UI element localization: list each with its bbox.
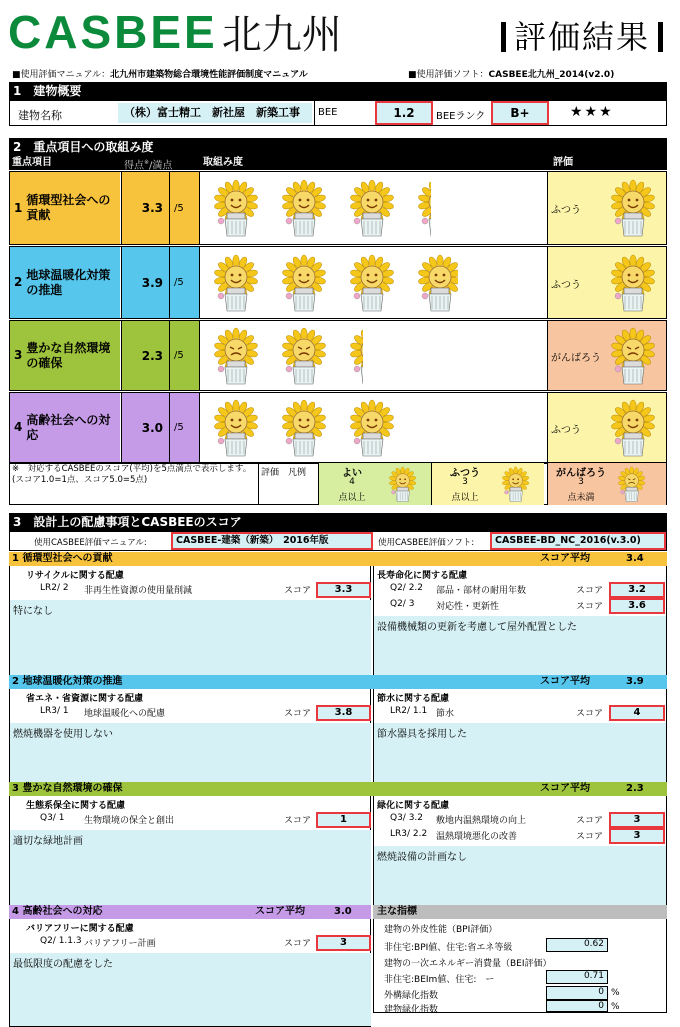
row-max: /5: [169, 247, 200, 318]
section3-title: 3 設計上の配慮事項とCASBEEのスコア: [9, 513, 667, 531]
item-name: 敷地内温熱環境の向上: [436, 816, 527, 826]
s3-software-value: CASBEE-BD_NC_2016(v.3.0): [490, 532, 666, 550]
category-avg-label: スコア平均: [540, 553, 590, 564]
category-avg-value: 3.0: [334, 906, 352, 917]
row-label: 2 地球温暖化対策の推進: [10, 247, 120, 318]
footnote-text: 対応するCASBEEのスコア(平均)を5点満点で表示します。(スコア1.0=1点、スコア5.0=5点): [12, 464, 252, 485]
left-note: 最低限度の配慮をした: [10, 953, 371, 1026]
sunflower-eval-icon: [611, 252, 655, 314]
casbee-logo: [8, 6, 342, 61]
software-label: ■使用評価ソフト：: [408, 70, 489, 80]
col-score: 得点※/満点: [124, 159, 173, 172]
bpi-head: 建物の外皮性能（BPI評価）: [384, 925, 498, 935]
bee-rank-label: BEEランク: [436, 111, 486, 122]
item-score: 3.6: [609, 598, 665, 614]
score-label: スコア: [576, 832, 604, 842]
item-code: Q3/ 1: [40, 813, 65, 823]
legend-name: がんばろう: [556, 468, 606, 479]
sunflower-effort-icon: [214, 325, 258, 387]
category-title: 2 地球温暖化対策の推進: [12, 676, 123, 687]
sunflower-effort-icon: [418, 252, 458, 314]
category-avg-value: 3.4: [626, 553, 644, 564]
footnote: [12, 464, 257, 486]
right-head: 長寿命化に関する配慮: [377, 571, 468, 581]
item-score: 1: [316, 812, 371, 828]
legend-value: 3: [578, 477, 584, 487]
exterior-greening-value: 0: [546, 986, 608, 1000]
row-max: /5: [169, 393, 200, 462]
sunflower-effort-icon: [282, 177, 326, 239]
building-name-value: （株）富士精工 新社屋 新築工事: [118, 103, 312, 123]
right-head: 節水に関する配慮: [377, 694, 450, 704]
row-eval-text: ふつう: [551, 205, 581, 216]
legend-name: よい: [342, 468, 362, 479]
sunflower-eval-icon: [611, 177, 655, 239]
legend-cond: 点未満: [567, 493, 595, 503]
row-score: 2.3: [121, 321, 169, 390]
category-avg-value: 2.3: [626, 783, 644, 794]
sunflower-effort-icon: [350, 325, 363, 387]
score-label: スコア: [284, 816, 312, 826]
bee-label: BEE: [318, 107, 338, 118]
sunflower-effort-icon: [214, 397, 258, 459]
row-eval-text: ふつう: [551, 279, 581, 291]
item-code: LR3/ 1: [40, 706, 69, 716]
manual-label: ■使用評価マニュアル：: [12, 70, 111, 80]
building-name-label: 建物名称: [18, 109, 62, 122]
legend-value: 3: [462, 477, 468, 487]
bpi-label: 非住宅:BPI値、住宅:省エネ等級: [384, 943, 513, 953]
left-head: 生態系保全に関する配慮: [26, 801, 126, 811]
score-label: スコア: [576, 709, 604, 719]
legend-sunflower-icon: [502, 465, 530, 504]
score-label: スコア: [576, 816, 604, 826]
exterior-greening-unit: %: [611, 988, 620, 998]
item-score: 3.3: [316, 582, 371, 598]
score-label: スコア: [284, 586, 312, 596]
right-note: 節水器具を採用した: [374, 723, 666, 786]
item-name: 対応性・更新性: [436, 602, 500, 612]
item-score: 4: [609, 705, 665, 721]
item-code: Q2/ 3: [390, 599, 415, 609]
logo-text: CASBEE: [8, 6, 218, 58]
legend-cond: 点以上: [338, 493, 366, 503]
item-score: 3.8: [316, 705, 371, 721]
left-note: 適切な緑地計画: [10, 830, 371, 909]
item-name: 地球温暖化への配慮: [84, 709, 166, 719]
bei-label: 非住宅:BEIm値、住宅: ー: [384, 975, 495, 985]
item-score: 3.2: [609, 582, 665, 598]
right-note: 燃焼設備の計画なし: [374, 846, 666, 909]
legend-item: [547, 463, 666, 505]
category-title: 1 循環型社会への貢献: [12, 553, 113, 564]
left-note: 特になし: [10, 600, 371, 687]
result-title: [493, 12, 671, 58]
legend-item: [318, 463, 431, 505]
score-label: スコア: [284, 939, 312, 949]
col-effort: 取組み度: [203, 157, 243, 168]
indicators-title: 主な指標: [377, 906, 417, 917]
exterior-greening-label: 外構緑化指数: [384, 991, 439, 1001]
row-eval-text: ふつう: [551, 424, 581, 436]
section2-title: 2 重点項目への取組み度: [9, 138, 667, 156]
category-avg-value: 3.9: [626, 676, 644, 687]
item-name: 温熱環境悪化の改善: [436, 832, 518, 842]
sunflower-effort-icon: [214, 177, 258, 239]
building-greening-unit: %: [611, 1002, 620, 1012]
left-head: リサイクルに関する配慮: [26, 571, 124, 581]
item-code: LR2/ 2: [40, 583, 69, 593]
manual-info: [12, 67, 308, 80]
s3-manual-value: CASBEE-建築（新築） 2016年版: [171, 532, 373, 550]
col-item: 重点項目: [12, 157, 52, 168]
s3-manual-label: 使用CASBEE評価マニュアル:: [34, 538, 147, 548]
item-score: 3: [316, 935, 371, 951]
row-max: /5: [169, 172, 200, 244]
item-score: 3: [609, 812, 665, 828]
category-avg-label: スコア平均: [540, 676, 590, 687]
item-code: LR3/ 2.2: [390, 829, 428, 839]
footnote-mark: ※: [12, 464, 20, 474]
software-value: CASBEE北九州_2014(v2.0): [488, 70, 615, 80]
sunflower-effort-icon: [282, 252, 326, 314]
sunflower-effort-icon: [350, 397, 394, 459]
item-code: Q3/ 3.2: [390, 813, 424, 823]
legend-item: [431, 463, 544, 505]
row-label: 4 高齢社会への対応: [10, 393, 120, 462]
category-avg-label: スコア平均: [540, 783, 590, 794]
bpi-value: 0.62: [546, 938, 608, 952]
right-note: 設備機械類の更新を考慮して屋外配置とした: [374, 616, 666, 687]
sunflower-effort-icon: [350, 177, 394, 239]
sunflower-effort-icon: [214, 252, 258, 314]
score-label: スコア: [576, 586, 604, 596]
building-overview: [9, 100, 667, 126]
left-head: バリアフリーに関する配慮: [26, 924, 134, 934]
row-max: /5: [169, 321, 200, 390]
legend-value: 4: [349, 477, 355, 487]
logo-kanji: 北九州: [221, 12, 342, 58]
category-title: 3 豊かな自然環境の確保: [12, 783, 123, 794]
category-title: 4 高齢社会への対応: [12, 906, 103, 917]
legend-cond: 点以上: [451, 493, 479, 503]
result-title-text: 評価結果: [514, 18, 651, 56]
row-score: 3.0: [121, 393, 169, 462]
bei-head: 建物の一次エネルギー消費量（BEI評価）: [384, 959, 552, 969]
item-name: 部品・部材の耐用年数: [436, 586, 527, 596]
rank-stars: ★★★: [570, 104, 614, 120]
score-label: スコア: [576, 602, 604, 612]
software-info: [408, 67, 614, 80]
manual-value: 北九州市建築物総合環境性能評価制度マニュアル: [110, 70, 308, 80]
item-code: LR2/ 1.1: [390, 706, 428, 716]
legend-sunflower-icon: [389, 465, 417, 504]
row-score: 3.9: [121, 247, 169, 318]
sunflower-effort-icon: [418, 177, 431, 239]
item-name: 非再生性資源の使用量削減: [84, 586, 193, 596]
category-avg-label: スコア平均: [255, 906, 305, 917]
s3-software-label: 使用CASBEE評価ソフト:: [378, 538, 475, 548]
sunflower-eval-icon: [611, 397, 655, 459]
sunflower-effort-icon: [350, 252, 394, 314]
bei-value: 0.71: [546, 970, 608, 984]
row-eval-text: がんばろう: [551, 352, 601, 364]
row-label: 1 循環型社会への貢献: [10, 172, 120, 244]
building-greening-value: 0: [546, 1000, 608, 1012]
item-name: バリアフリー計画: [84, 939, 156, 949]
item-code: Q2/ 1.1.3: [40, 936, 82, 946]
sunflower-eval-icon: [611, 325, 655, 387]
row-score: 3.3: [121, 172, 169, 244]
bee-value: 1.2: [375, 101, 433, 125]
left-note: 燃焼機器を使用しない: [10, 723, 371, 786]
bee-rank-value: B+: [491, 101, 549, 125]
sunflower-effort-icon: [282, 397, 326, 459]
row-label: 3 豊かな自然環境の確保: [10, 321, 120, 390]
section1-title: 1 建物概要: [9, 82, 667, 100]
building-greening-label: 建物緑化指数: [384, 1005, 439, 1015]
left-head: 省エネ・省資源に関する配慮: [26, 694, 144, 704]
legend-label: 評価 凡例: [261, 468, 307, 478]
legend-name: ふつう: [450, 468, 480, 479]
item-score: 3: [609, 828, 665, 844]
indicators-bar: [373, 905, 667, 919]
score-label: スコア: [284, 709, 312, 719]
sunflower-effort-icon: [282, 325, 326, 387]
item-code: Q2/ 2.2: [390, 583, 424, 593]
right-head: 緑化に関する配慮: [377, 801, 450, 811]
legend-sunflower-icon: [618, 465, 646, 504]
col-eval: 評価: [553, 157, 573, 168]
item-name: 節水: [436, 709, 455, 719]
item-name: 生物環境の保全と創出: [84, 816, 175, 826]
